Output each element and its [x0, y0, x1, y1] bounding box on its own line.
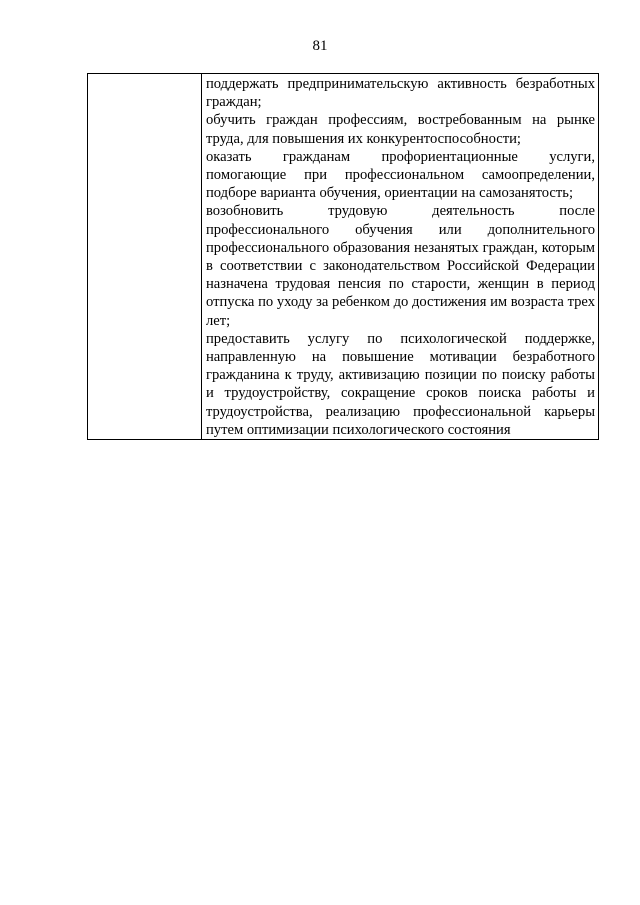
table-cell-empty [88, 74, 202, 440]
table-cell-text [202, 74, 599, 440]
paragraph-entrepreneurship: поддержать предпринимательскую активность безработных граждан; [206, 76, 595, 111]
paragraph-resume-work: возобновить трудовую деятельность после профессионального обучения или дополнительного профессионального образования незанятых граждан, которым в соответствии с законодательством Российской Федерации назначена трудовая пенсия по старости, женщин в период отпуска по уходу за ребенком до достижения им возраста трех лет; [206, 203, 595, 329]
page-number: 81 [312, 38, 328, 54]
table-row [88, 74, 599, 440]
paragraph-psychological-support: предоставить услугу по психологической поддержке, направленную на повышение мотивации безработного гражданина к труду, активизацию позиции по поиску работы и трудоустройству, сокращение сроков поиска работы и трудоустройства, реализацию профессиональной карьеры путем оптимизации психологического состояния [206, 330, 595, 438]
paragraph-career-guidance: оказать гражданам профориентационные услуги, помогающие при профессиональном самоопределении, подборе варианта обучения, ориентации на самозанятость; [206, 148, 595, 202]
content-table [87, 73, 599, 440]
paragraph-training: обучить граждан профессиям, востребованным на рынке труда, для повышения их конкурентоспособности; [206, 112, 595, 147]
